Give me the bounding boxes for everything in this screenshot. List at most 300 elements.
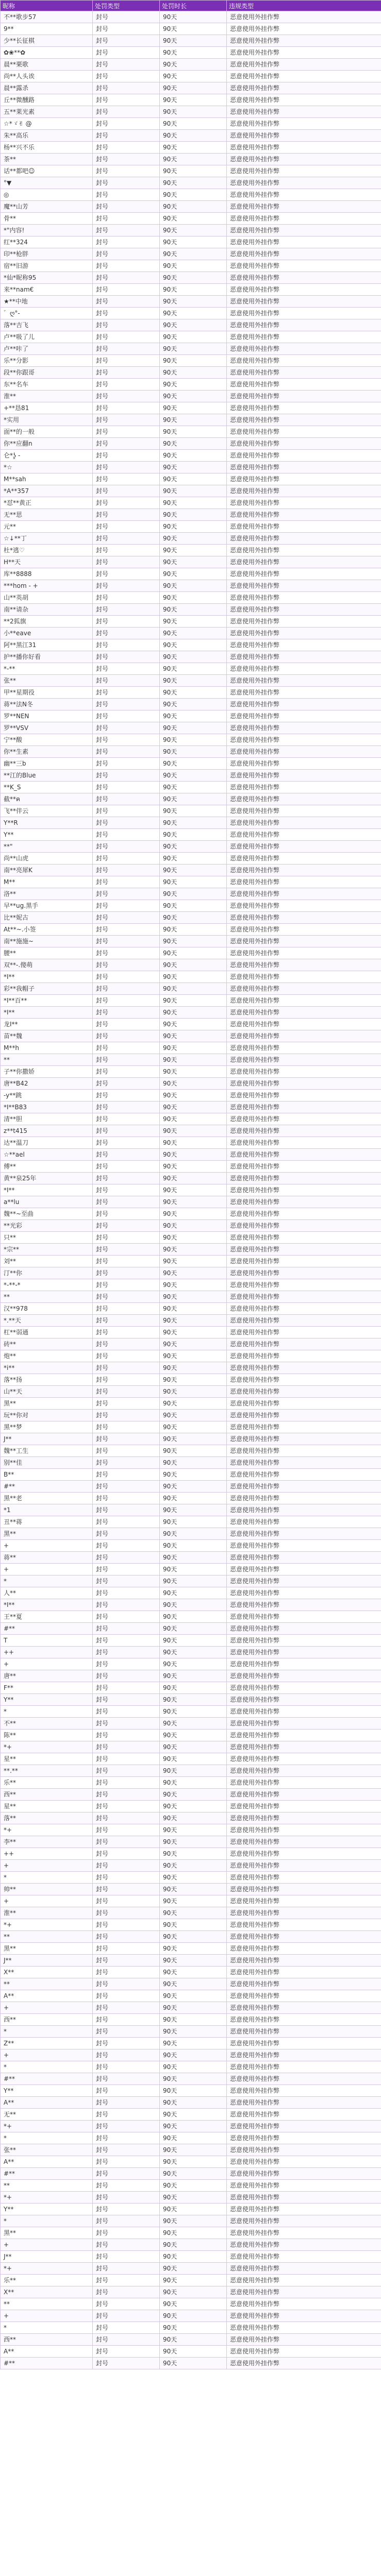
cell-penalty-duration: 90天 — [160, 1445, 227, 1457]
cell-penalty-type: 封号 — [93, 1587, 160, 1599]
cell-penalty-duration: 90天 — [160, 2204, 227, 2215]
cell-violation-type: 恶意使用外挂作弊 — [227, 1279, 381, 1291]
cell-nickname: ☆**ael — [1, 1149, 93, 1161]
table-row — [1, 165, 381, 177]
cell-penalty-duration: 90天 — [160, 1575, 227, 1587]
table-row — [1, 639, 381, 651]
cell-penalty-duration: 90天 — [160, 2002, 227, 2014]
cell-violation-type: 恶意使用外挂作弊 — [227, 675, 381, 687]
table-row — [1, 189, 381, 201]
table-row — [1, 1066, 381, 1078]
cell-violation-type: 恶意使用外挂作弊 — [227, 2002, 381, 2014]
cell-nickname: **江的Blue — [1, 770, 93, 782]
cell-penalty-duration: 90天 — [160, 106, 227, 118]
table-row — [1, 1860, 381, 1872]
cell-nickname: 乐** — [1, 1777, 93, 1789]
cell-nickname: J** — [1, 1955, 93, 1967]
table-row — [1, 1019, 381, 1030]
cell-penalty-type: 封号 — [93, 1066, 160, 1078]
cell-penalty-duration: 90天 — [160, 1019, 227, 1030]
cell-violation-type: 恶意使用外挂作弊 — [227, 971, 381, 983]
cell-penalty-type: 封号 — [93, 1113, 160, 1125]
cell-penalty-duration: 90天 — [160, 2334, 227, 2346]
cell-violation-type: 恶意使用外挂作弊 — [227, 1433, 381, 1445]
table-row — [1, 1279, 381, 1291]
table-row — [1, 2334, 381, 2346]
cell-penalty-type: 封号 — [93, 782, 160, 793]
table-row — [1, 1907, 381, 1919]
cell-nickname: Z** — [1, 2038, 93, 2049]
table-row — [1, 1090, 381, 1101]
table-row — [1, 829, 381, 841]
cell-nickname: *.**天 — [1, 1315, 93, 1327]
cell-penalty-type: 封号 — [93, 841, 160, 853]
cell-penalty-duration: 90天 — [160, 509, 227, 521]
cell-penalty-duration: 90天 — [160, 2144, 227, 2156]
cell-violation-type: 恶意使用外挂作弊 — [227, 1184, 381, 1196]
cell-nickname: J** — [1, 2251, 93, 2263]
cell-penalty-type: 封号 — [93, 2132, 160, 2144]
table-row — [1, 2180, 381, 2192]
cell-violation-type: 恶意使用外挂作弊 — [227, 1362, 381, 1374]
table-row — [1, 402, 381, 414]
cell-penalty-type: 封号 — [93, 2097, 160, 2109]
cell-violation-type: 恶意使用外挂作弊 — [227, 130, 381, 142]
cell-penalty-type: 封号 — [93, 793, 160, 805]
cell-penalty-type: 封号 — [93, 1303, 160, 1315]
cell-nickname: Y** — [1, 829, 93, 841]
table-row — [1, 2085, 381, 2097]
table-row — [1, 1943, 381, 1955]
cell-penalty-duration: 90天 — [160, 1895, 227, 1907]
cell-penalty-type: 封号 — [93, 876, 160, 888]
cell-penalty-type: 封号 — [93, 1445, 160, 1457]
cell-nickname: 库**8888 — [1, 568, 93, 580]
cell-penalty-duration: 90天 — [160, 2275, 227, 2286]
cell-penalty-type: 封号 — [93, 165, 160, 177]
cell-violation-type: 恶意使用外挂作弊 — [227, 876, 381, 888]
cell-penalty-type: 封号 — [93, 1860, 160, 1872]
cell-nickname: 尚**山虎 — [1, 853, 93, 865]
table-row — [1, 438, 381, 450]
table-row — [1, 1137, 381, 1149]
cell-penalty-type: 封号 — [93, 1019, 160, 1030]
table-row — [1, 983, 381, 995]
table-row — [1, 2168, 381, 2180]
cell-penalty-type: 封号 — [93, 1267, 160, 1279]
cell-penalty-type: 封号 — [93, 758, 160, 770]
table-row — [1, 71, 381, 82]
cell-penalty-type: 封号 — [93, 225, 160, 236]
table-row — [1, 2097, 381, 2109]
cell-violation-type: 恶意使用外挂作弊 — [227, 272, 381, 284]
cell-penalty-type: 封号 — [93, 1694, 160, 1706]
cell-nickname: 唐** — [1, 1670, 93, 1682]
cell-nickname: 南**施施~ — [1, 936, 93, 947]
cell-penalty-type: 封号 — [93, 1256, 160, 1267]
cell-nickname: *仙*昵称95 — [1, 272, 93, 284]
cell-violation-type: 恶意使用外挂作弊 — [227, 793, 381, 805]
table-row — [1, 1125, 381, 1137]
cell-penalty-duration: 90天 — [160, 367, 227, 379]
cell-violation-type: 恶意使用外挂作弊 — [227, 248, 381, 260]
cell-penalty-type: 封号 — [93, 1244, 160, 1256]
table-row — [1, 2275, 381, 2286]
table-row — [1, 379, 381, 391]
cell-penalty-duration: 90天 — [160, 746, 227, 758]
cell-penalty-duration: 90天 — [160, 1279, 227, 1291]
table-row — [1, 628, 381, 639]
cell-violation-type: 恶意使用外挂作弊 — [227, 177, 381, 189]
cell-penalty-type: 封号 — [93, 402, 160, 414]
cell-penalty-duration: 90天 — [160, 1990, 227, 2002]
cell-violation-type: 恶意使用外挂作弊 — [227, 2239, 381, 2251]
cell-penalty-duration: 90天 — [160, 971, 227, 983]
cell-penalty-type: 封号 — [93, 414, 160, 426]
cell-nickname: 淮** — [1, 391, 93, 402]
cell-penalty-duration: 90天 — [160, 2346, 227, 2358]
cell-penalty-duration: 90天 — [160, 770, 227, 782]
cell-penalty-duration: 90天 — [160, 485, 227, 497]
cell-penalty-duration: 90天 — [160, 1101, 227, 1113]
cell-violation-type: 恶意使用外挂作弊 — [227, 462, 381, 473]
cell-violation-type: 恶意使用外挂作弊 — [227, 2026, 381, 2038]
cell-penalty-duration: 90天 — [160, 1184, 227, 1196]
cell-penalty-type: 封号 — [93, 497, 160, 509]
cell-penalty-type: 封号 — [93, 521, 160, 533]
cell-violation-type: 恶意使用外挂作弊 — [227, 1113, 381, 1125]
cell-penalty-duration: 90天 — [160, 1161, 227, 1173]
header-violation-type: 违规类型 — [227, 1, 381, 11]
cell-penalty-type: 封号 — [93, 1481, 160, 1493]
cell-penalty-type: 封号 — [93, 2310, 160, 2322]
cell-nickname: *I** — [1, 971, 93, 983]
cell-violation-type: 恶意使用外挂作弊 — [227, 201, 381, 213]
cell-violation-type: 恶意使用外挂作弊 — [227, 1315, 381, 1327]
table-row — [1, 272, 381, 284]
cell-violation-type: 恶意使用外挂作弊 — [227, 1291, 381, 1303]
table-row — [1, 1445, 381, 1457]
cell-penalty-type: 封号 — [93, 35, 160, 47]
table-row — [1, 1315, 381, 1327]
cell-violation-type: 恶意使用外挂作弊 — [227, 1919, 381, 1931]
table-row — [1, 1386, 381, 1398]
cell-nickname: 宿**旧游 — [1, 260, 93, 272]
cell-nickname: + — [1, 1860, 93, 1872]
cell-penalty-type: 封号 — [93, 1457, 160, 1469]
cell-penalty-type: 封号 — [93, 817, 160, 829]
cell-penalty-duration: 90天 — [160, 876, 227, 888]
cell-violation-type: 恶意使用外挂作弊 — [227, 1848, 381, 1860]
cell-penalty-duration: 90天 — [160, 142, 227, 154]
cell-penalty-duration: 90天 — [160, 1540, 227, 1552]
cell-nickname: *+ — [1, 2121, 93, 2132]
cell-penalty-type: 封号 — [93, 1054, 160, 1066]
cell-nickname: 元** — [1, 521, 93, 533]
cell-penalty-type: 封号 — [93, 296, 160, 308]
table-row — [1, 308, 381, 319]
cell-penalty-type: 封号 — [93, 2156, 160, 2168]
table-row — [1, 959, 381, 971]
cell-penalty-type: 封号 — [93, 2346, 160, 2358]
table-row — [1, 734, 381, 746]
cell-penalty-duration: 90天 — [160, 1113, 227, 1125]
cell-penalty-duration: 90天 — [160, 213, 227, 225]
cell-nickname: Y** — [1, 2085, 93, 2097]
cell-nickname: 幽**三b — [1, 758, 93, 770]
cell-nickname: #** — [1, 1623, 93, 1635]
cell-penalty-type: 封号 — [93, 947, 160, 959]
table-row — [1, 793, 381, 805]
table-row — [1, 1812, 381, 1824]
cell-penalty-type: 封号 — [93, 177, 160, 189]
cell-violation-type: 恶意使用外挂作弊 — [227, 1386, 381, 1398]
cell-penalty-type: 封号 — [93, 1101, 160, 1113]
cell-nickname: + — [1, 1658, 93, 1670]
cell-nickname: 飞**伴云 — [1, 805, 93, 817]
cell-penalty-duration: 90天 — [160, 604, 227, 616]
cell-penalty-type: 封号 — [93, 1990, 160, 2002]
cell-violation-type: 恶意使用外挂作弊 — [227, 1777, 381, 1789]
table-row — [1, 236, 381, 248]
cell-penalty-duration: 90天 — [160, 414, 227, 426]
cell-nickname: 西** — [1, 2334, 93, 2346]
table-row — [1, 1682, 381, 1694]
cell-penalty-duration: 90天 — [160, 1386, 227, 1398]
cell-nickname: ☆*ゞ✌ @ — [1, 118, 93, 130]
table-row — [1, 1327, 381, 1338]
cell-violation-type: 恶意使用外挂作弊 — [227, 1824, 381, 1836]
cell-penalty-duration: 90天 — [160, 426, 227, 438]
cell-violation-type: 恶意使用外挂作弊 — [227, 1350, 381, 1362]
cell-penalty-type: 封号 — [93, 1291, 160, 1303]
cell-nickname: 卢**吸了儿 — [1, 331, 93, 343]
table-row — [1, 1978, 381, 1990]
cell-penalty-type: 封号 — [93, 1137, 160, 1149]
cell-penalty-type: 封号 — [93, 11, 160, 23]
table-row — [1, 1433, 381, 1445]
cell-violation-type: 恶意使用外挂作弊 — [227, 225, 381, 236]
table-row — [1, 1587, 381, 1599]
cell-penalty-type: 封号 — [93, 1741, 160, 1753]
table-row — [1, 2251, 381, 2263]
cell-penalty-duration: 90天 — [160, 1884, 227, 1895]
cell-violation-type: 恶意使用外挂作弊 — [227, 770, 381, 782]
cell-penalty-type: 封号 — [93, 1575, 160, 1587]
cell-violation-type: 恶意使用外挂作弊 — [227, 2085, 381, 2097]
cell-violation-type: 恶意使用外挂作弊 — [227, 1611, 381, 1623]
cell-violation-type: 恶意使用外挂作弊 — [227, 2061, 381, 2073]
cell-violation-type: 恶意使用外挂作弊 — [227, 2038, 381, 2049]
cell-nickname: 子**你撒娇 — [1, 1066, 93, 1078]
cell-penalty-type: 封号 — [93, 1528, 160, 1540]
table-row — [1, 260, 381, 272]
cell-penalty-duration: 90天 — [160, 888, 227, 900]
cell-nickname: A** — [1, 2346, 93, 2358]
cell-penalty-duration: 90天 — [160, 1232, 227, 1244]
cell-nickname: *I** — [1, 1599, 93, 1611]
cell-penalty-duration: 90天 — [160, 2168, 227, 2180]
cell-violation-type: 恶意使用外挂作弊 — [227, 260, 381, 272]
cell-penalty-type: 封号 — [93, 604, 160, 616]
cell-violation-type: 恶意使用外挂作弊 — [227, 1493, 381, 1504]
cell-penalty-duration: 90天 — [160, 2121, 227, 2132]
cell-nickname: 魔**山芳 — [1, 201, 93, 213]
cell-penalty-type: 封号 — [93, 2239, 160, 2251]
cell-penalty-duration: 90天 — [160, 675, 227, 687]
cell-nickname: ☆↓**丁 — [1, 533, 93, 545]
cell-penalty-duration: 90天 — [160, 592, 227, 604]
cell-penalty-type: 封号 — [93, 2286, 160, 2298]
cell-penalty-type: 封号 — [93, 1042, 160, 1054]
cell-penalty-duration: 90天 — [160, 568, 227, 580]
cell-penalty-duration: 90天 — [160, 35, 227, 47]
cell-violation-type: 恶意使用外挂作弊 — [227, 1078, 381, 1090]
table-row — [1, 2156, 381, 2168]
cell-nickname: 丑**蒋 — [1, 1516, 93, 1528]
cell-penalty-duration: 90天 — [160, 1078, 227, 1090]
cell-penalty-duration: 90天 — [160, 995, 227, 1007]
cell-nickname: 甲**星期役 — [1, 687, 93, 699]
cell-nickname: 陈** — [1, 1730, 93, 1741]
cell-penalty-duration: 90天 — [160, 639, 227, 651]
table-row — [1, 1244, 381, 1256]
cell-penalty-duration: 90天 — [160, 699, 227, 710]
cell-violation-type: 恶意使用外挂作弊 — [227, 367, 381, 379]
cell-penalty-duration: 90天 — [160, 1125, 227, 1137]
cell-violation-type: 恶意使用外挂作弊 — [227, 2097, 381, 2109]
cell-nickname: 罗**NEN — [1, 710, 93, 722]
cell-penalty-duration: 90天 — [160, 2085, 227, 2097]
cell-penalty-type: 封号 — [93, 1836, 160, 1848]
cell-penalty-type: 封号 — [93, 2204, 160, 2215]
cell-nickname: a**lu — [1, 1196, 93, 1208]
cell-nickname: °▼ — [1, 177, 93, 189]
cell-nickname: 人** — [1, 1587, 93, 1599]
cell-penalty-duration: 90天 — [160, 2358, 227, 2369]
table-row — [1, 1718, 381, 1730]
cell-violation-type: 恶意使用外挂作弊 — [227, 1421, 381, 1433]
table-row — [1, 687, 381, 699]
cell-violation-type: 恶意使用外挂作弊 — [227, 1741, 381, 1753]
cell-penalty-duration: 90天 — [160, 438, 227, 450]
table-row — [1, 900, 381, 912]
cell-penalty-duration: 90天 — [160, 2322, 227, 2334]
cell-penalty-duration: 90天 — [160, 331, 227, 343]
cell-nickname: *i** — [1, 1362, 93, 1374]
cell-penalty-duration: 90天 — [160, 1410, 227, 1421]
cell-penalty-duration: 90天 — [160, 1173, 227, 1184]
cell-penalty-type: 封号 — [93, 936, 160, 947]
table-row — [1, 1528, 381, 1540]
cell-penalty-duration: 90天 — [160, 2298, 227, 2310]
cell-penalty-duration: 90天 — [160, 355, 227, 367]
cell-penalty-type: 封号 — [93, 663, 160, 675]
cell-nickname: *1 — [1, 1504, 93, 1516]
cell-violation-type: 恶意使用外挂作弊 — [227, 699, 381, 710]
cell-violation-type: 恶意使用外挂作弊 — [227, 1137, 381, 1149]
table-row — [1, 1291, 381, 1303]
cell-violation-type: 恶意使用外挂作弊 — [227, 545, 381, 556]
table-row — [1, 817, 381, 829]
cell-nickname: ゛ღ°- — [1, 308, 93, 319]
table-row — [1, 462, 381, 473]
cell-penalty-duration: 90天 — [160, 545, 227, 556]
cell-nickname: * — [1, 2322, 93, 2334]
cell-penalty-duration: 90天 — [160, 2192, 227, 2204]
cell-penalty-duration: 90天 — [160, 853, 227, 865]
cell-violation-type: 恶意使用外挂作弊 — [227, 1244, 381, 1256]
cell-nickname: * — [1, 2061, 93, 2073]
table-row — [1, 1469, 381, 1481]
cell-nickname: ** — [1, 1978, 93, 1990]
cell-nickname: 五**莱光素 — [1, 106, 93, 118]
cell-violation-type: 恶意使用外挂作弊 — [227, 2109, 381, 2121]
table-row — [1, 2263, 381, 2275]
cell-penalty-duration: 90天 — [160, 722, 227, 734]
cell-nickname: 黑** — [1, 1398, 93, 1410]
cell-violation-type: 恶意使用外挂作弊 — [227, 687, 381, 699]
cell-violation-type: 恶意使用外挂作弊 — [227, 1682, 381, 1694]
cell-penalty-type: 封号 — [93, 1410, 160, 1421]
cell-violation-type: 恶意使用外挂作弊 — [227, 1196, 381, 1208]
cell-nickname: 腰** — [1, 947, 93, 959]
cell-violation-type: 恶意使用外挂作弊 — [227, 2192, 381, 2204]
cell-violation-type: 恶意使用外挂作弊 — [227, 651, 381, 663]
table-row — [1, 758, 381, 770]
cell-nickname: 炮** — [1, 1350, 93, 1362]
table-row — [1, 331, 381, 343]
cell-nickname: J** — [1, 1433, 93, 1445]
cell-penalty-type: 封号 — [93, 189, 160, 201]
cell-penalty-type: 封号 — [93, 1647, 160, 1658]
cell-penalty-duration: 90天 — [160, 2014, 227, 2026]
cell-penalty-duration: 90天 — [160, 2310, 227, 2322]
cell-violation-type: 恶意使用外挂作弊 — [227, 2322, 381, 2334]
cell-violation-type: 恶意使用外挂作弊 — [227, 23, 381, 35]
cell-nickname: 黑** — [1, 1528, 93, 1540]
cell-nickname: 晨**栗歌 — [1, 59, 93, 71]
cell-violation-type: 恶意使用外挂作弊 — [227, 189, 381, 201]
cell-violation-type: 恶意使用外挂作弊 — [227, 2286, 381, 2298]
cell-violation-type: 恶意使用外挂作弊 — [227, 1457, 381, 1469]
cell-penalty-type: 封号 — [93, 639, 160, 651]
cell-nickname: 彩**我帽子 — [1, 983, 93, 995]
cell-nickname: #** — [1, 2168, 93, 2180]
cell-penalty-duration: 90天 — [160, 793, 227, 805]
table-row — [1, 497, 381, 509]
cell-penalty-duration: 90天 — [160, 1398, 227, 1410]
cell-nickname: 黑**梦 — [1, 1421, 93, 1433]
cell-violation-type: 恶意使用外挂作弊 — [227, 2263, 381, 2275]
table-row — [1, 971, 381, 983]
cell-nickname: 清**胆 — [1, 1113, 93, 1125]
cell-penalty-duration: 90天 — [160, 1208, 227, 1220]
table-row — [1, 722, 381, 734]
cell-violation-type: 恶意使用外挂作弊 — [227, 308, 381, 319]
cell-nickname: * — [1, 1575, 93, 1587]
cell-nickname: ** — [1, 1054, 93, 1066]
table-row — [1, 2061, 381, 2073]
cell-violation-type: 恶意使用外挂作弊 — [227, 829, 381, 841]
cell-penalty-duration: 90天 — [160, 1718, 227, 1730]
cell-penalty-duration: 90天 — [160, 1315, 227, 1327]
table-row — [1, 367, 381, 379]
cell-violation-type: 恶意使用外挂作弊 — [227, 1990, 381, 2002]
cell-violation-type: 恶意使用外挂作弊 — [227, 1054, 381, 1066]
cell-violation-type: 恶意使用外挂作弊 — [227, 2132, 381, 2144]
table-row — [1, 391, 381, 402]
